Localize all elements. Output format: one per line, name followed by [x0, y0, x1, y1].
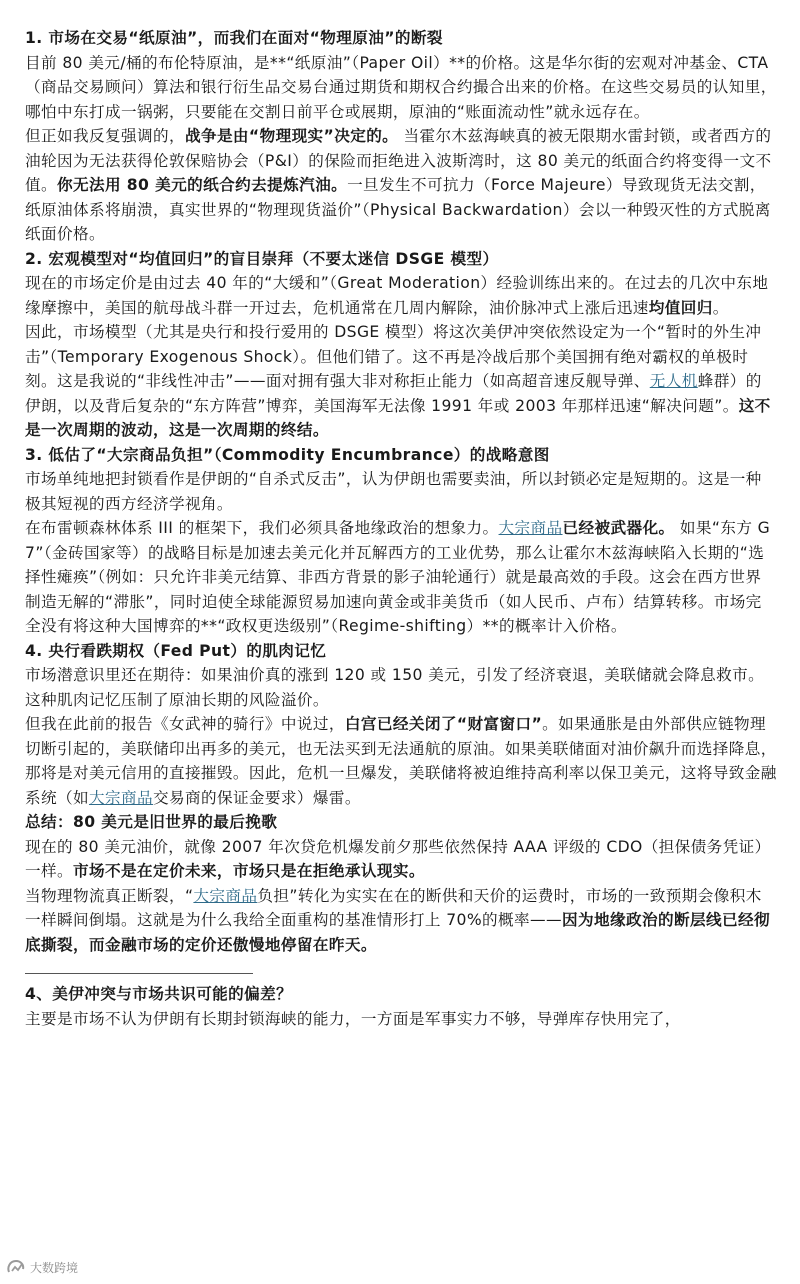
section-1-paragraph-1: 目前 80 美元/桶的布伦特原油，是**“纸原油”（Paper Oil）**的价格。这是华尔街的宏观对冲基金、CTA（商品交易顾问）算法和银行衍生品交易台通过期货和期权合约撮合出来的价格。在这些交易员的认知里，哪怕中东打成一锅粥，只要能在交割日前平仓或展期，原油的“账面流动性”就永远存在。	[25, 53, 777, 121]
section-3-paragraph-2: 在布雷顿森林体系 III 的框架下，我们必须具备地缘政治的想象力。大宗商品已经被武器化。 如果“东方 G7”（金砖国家等）的战略目标是加速去美元化并瓦解西方的工业优势，那么让霍尔木兹海峡陷入长期的“选择性瘫痪”（例如：只允许非美元结算、非西方背景的影子油轮通行）就是最高效的手段。这会在西方世界制造无解的“滞胀”，同时迫使全球能源贸易加速向黄金或非美货币（如人民币、卢布）结算转移。市场完全没有将这种大国博弈的**“政权更迭级别”（Regime-shifting）**的概率计入价格。	[25, 519, 771, 635]
section-2-paragraph-1: 现在的市场定价是由过去 40 年的“大缓和”（Great Moderation）经验训练出来的。在过去的几次中东地缘摩擦中，美国的航母战斗群一开过去，危机通常在几周内解除，油价脉冲式上涨后迅速均值回归。	[25, 274, 769, 317]
emphasis-text: 你无法用 80 美元的纸合约去提炼汽油。	[57, 176, 348, 194]
emphasis-text: 因为地缘政治的断层线已经彻底撕裂，而金融市场的定价还傲慢地停留在昨天。	[25, 911, 770, 954]
emphasis-text: 白宫已经关闭了“财富窗口”	[344, 715, 543, 733]
section-3-heading: 3. 低估了“大宗商品负担”（Commodity Encumbrance）的战略意图	[25, 445, 550, 464]
section-1-heading: 1. 市场在交易“纸原油”，而我们在面对“物理原油”的断裂	[25, 29, 443, 47]
emphasis-text: 已经被武器化。	[562, 519, 675, 537]
summary-paragraph-1: 现在的 80 美元油价，就像 2007 年次贷危机爆发前夕那些依然保持 AAA 评级的 CDO（担保债务凭证）一样。市场不是在定价未来，市场只是在拒绝承认现实。	[25, 837, 771, 880]
keyword-link-commodity[interactable]: 大宗商品	[193, 886, 258, 905]
section-1-paragraph-2: 但正如我反复强调的，战争是由“物理现实”决定的。 当霍尔木兹海峡真的被无限期水雷封锁，或者西方的油轮因为无法获得伦敦保赔协会（P&I）的保险而拒绝进入波斯湾时，这 80 美元的纸面合约将变得一文不值。你无法用 80 美元的纸合约去提炼汽油。一旦发生不可抗力（Force Majeure）导致现货无法交割，纸原油体系将崩溃，真实世界的“物理现货溢价”（Physical Backwardation）会以一种毁灭性的方式脱离纸面价格。	[25, 127, 772, 243]
section-3-paragraph-1: 市场单纯地把封锁看作是伊朗的“自杀式反击”，认为伊朗也需要卖油，所以封锁必定是短期的。这是一种极其短视的西方经济学视角。	[25, 470, 762, 513]
emphasis-text: 战争是由“物理现实”决定的。	[184, 127, 399, 145]
summary-heading: 总结：80 美元是旧世界的最后挽歌	[25, 813, 278, 831]
section-4-paragraph-1: 市场潜意识里还在期待：如果油价真的涨到 120 或 150 美元，引发了经济衰退，美联储就会降息救市。这种肌肉记忆压制了原油长期的风险溢价。	[25, 666, 765, 709]
section-divider	[25, 973, 253, 974]
section-4-paragraph-2: 但我在此前的报告《女武神的骑行》中说过，白宫已经关闭了“财富窗口”。如果通胀是由外部供应链物理切断引起的，美联储印出再多的美元，也无法买到无法通航的原油。如果美联储面对油价飙升而选择降息，那将是对美元信用的直接摧毁。因此，危机一旦爆发，美联储将被迫维持高利率以保卫美元，这将导致金融系统（如大宗商品交易商的保证金要求）爆雷。	[25, 715, 777, 807]
watermark	[6, 1258, 78, 1276]
watermark-logo-icon	[6, 1258, 26, 1276]
keyword-link-commodity[interactable]: 大宗商品	[498, 519, 563, 537]
section-5-paragraph-1: 主要是市场不认为伊朗有长期封锁海峡的能力，一方面是军事实力不够，导弹库存快用完了，	[25, 1009, 681, 1028]
article	[25, 26, 777, 1031]
section-2-heading: 2. 宏观模型对“均值回归”的盲目崇拜（不要太迷信 DSGE 模型）	[25, 249, 499, 268]
keyword-link-commodity[interactable]: 大宗商品	[88, 788, 153, 807]
section-5-heading: 4、美伊冲突与市场共识可能的偏差？	[25, 985, 293, 1003]
emphasis-text: 市场不是在定价未来，市场只是在拒绝承认现实。	[72, 862, 425, 880]
watermark-text: 大数跨境	[30, 1260, 79, 1275]
section-4-heading: 4. 央行看跌期权（Fed Put）的肌肉记忆	[25, 641, 327, 660]
summary-paragraph-2: 当物理物流真正断裂，“大宗商品负担”转化为实实在在的断供和天价的运费时，市场的一致预期会像积木一样瞬间倒塌。这就是为什么我给全面重构的基准情形打上 70%的概率——因为地缘政治的断层线已经彻底撕裂，而金融市场的定价还傲慢地停留在昨天。	[25, 886, 770, 954]
emphasis-text: 这不是一次周期的波动，这是一次周期的终结。	[25, 396, 771, 439]
keyword-link-drone[interactable]: 无人机	[649, 372, 698, 390]
section-2-paragraph-2: 因此，市场模型（尤其是央行和投行爱用的 DSGE 模型）将这次美伊冲突依然设定为一个“暂时的外生冲击”（Temporary Exogenous Shock）。但他们错了。这不再是冷战后那个美国拥有绝对霸权的单极时刻。这是我说的“非线性冲击”——面对拥有强大非对称拒止能力（如高超音速反舰导弹、无人机蜂群）的伊朗，以及背后复杂的“东方阵营”博弈，美国海军无法像 1991 年或 2003 年那样迅速“解决问题”。这不是一次周期的波动，这是一次周期的终结。	[25, 323, 771, 439]
emphasis-text: 均值回归	[648, 298, 713, 317]
